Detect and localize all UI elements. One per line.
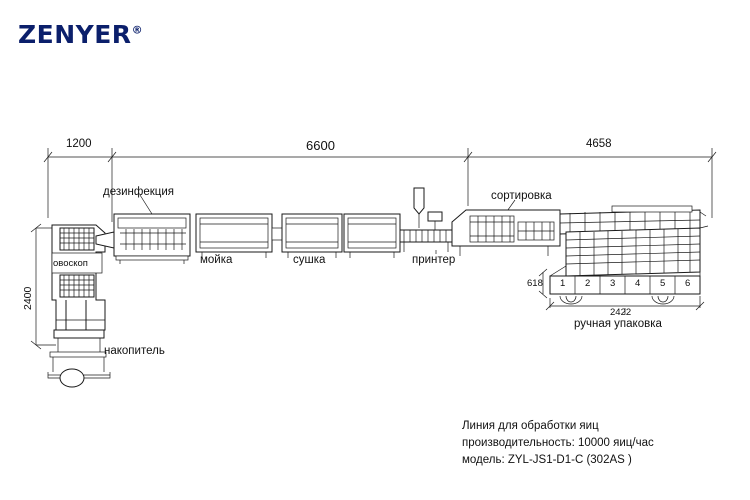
label-sorting: сортировка	[491, 190, 552, 202]
packing-station-1: 1	[560, 278, 566, 289]
label-disinfection: дезинфекция	[103, 186, 175, 198]
registered-mark: ®	[131, 23, 144, 37]
dimension-2422: 2422	[610, 307, 632, 318]
diagram-caption	[462, 418, 654, 469]
caption-line-1: Линия для обработки яиц	[462, 420, 599, 432]
label-accumulator: накопитель	[104, 345, 165, 357]
packing-station-5: 5	[660, 278, 666, 289]
dryer-chamber-2	[344, 214, 400, 258]
washer-unit	[196, 214, 282, 258]
caption-line-2: производительность: 10000 яиц/час	[462, 437, 654, 449]
brand-name: ZENYER	[18, 20, 132, 49]
disinfection-unit	[96, 195, 190, 264]
dimension-1200: 1200	[66, 138, 92, 150]
dimension-618: 618	[527, 278, 543, 289]
packing-station-6: 6	[685, 278, 691, 289]
ovoscope-unit	[48, 225, 110, 387]
caption-line-3: модель: ZYL-JS1-D1-C (302AS )	[462, 454, 632, 466]
label-printer: принтер	[412, 254, 456, 266]
packing-station-2: 2	[585, 278, 591, 289]
label-ovoscope: овоскоп	[53, 258, 88, 269]
packing-station-4: 4	[635, 278, 641, 289]
dryer-unit	[282, 214, 342, 258]
printer-unit	[400, 188, 452, 254]
dimension-2400: 2400	[22, 286, 34, 310]
label-dryer: сушка	[293, 254, 326, 266]
manual-packing-table	[539, 228, 704, 314]
dimension-4658: 4658	[586, 138, 612, 150]
packing-station-3: 3	[610, 278, 616, 289]
dimension-6600: 6600	[306, 138, 335, 153]
label-washer: мойка	[200, 254, 233, 266]
label-manual-packing: ручная упаковка	[574, 318, 662, 330]
